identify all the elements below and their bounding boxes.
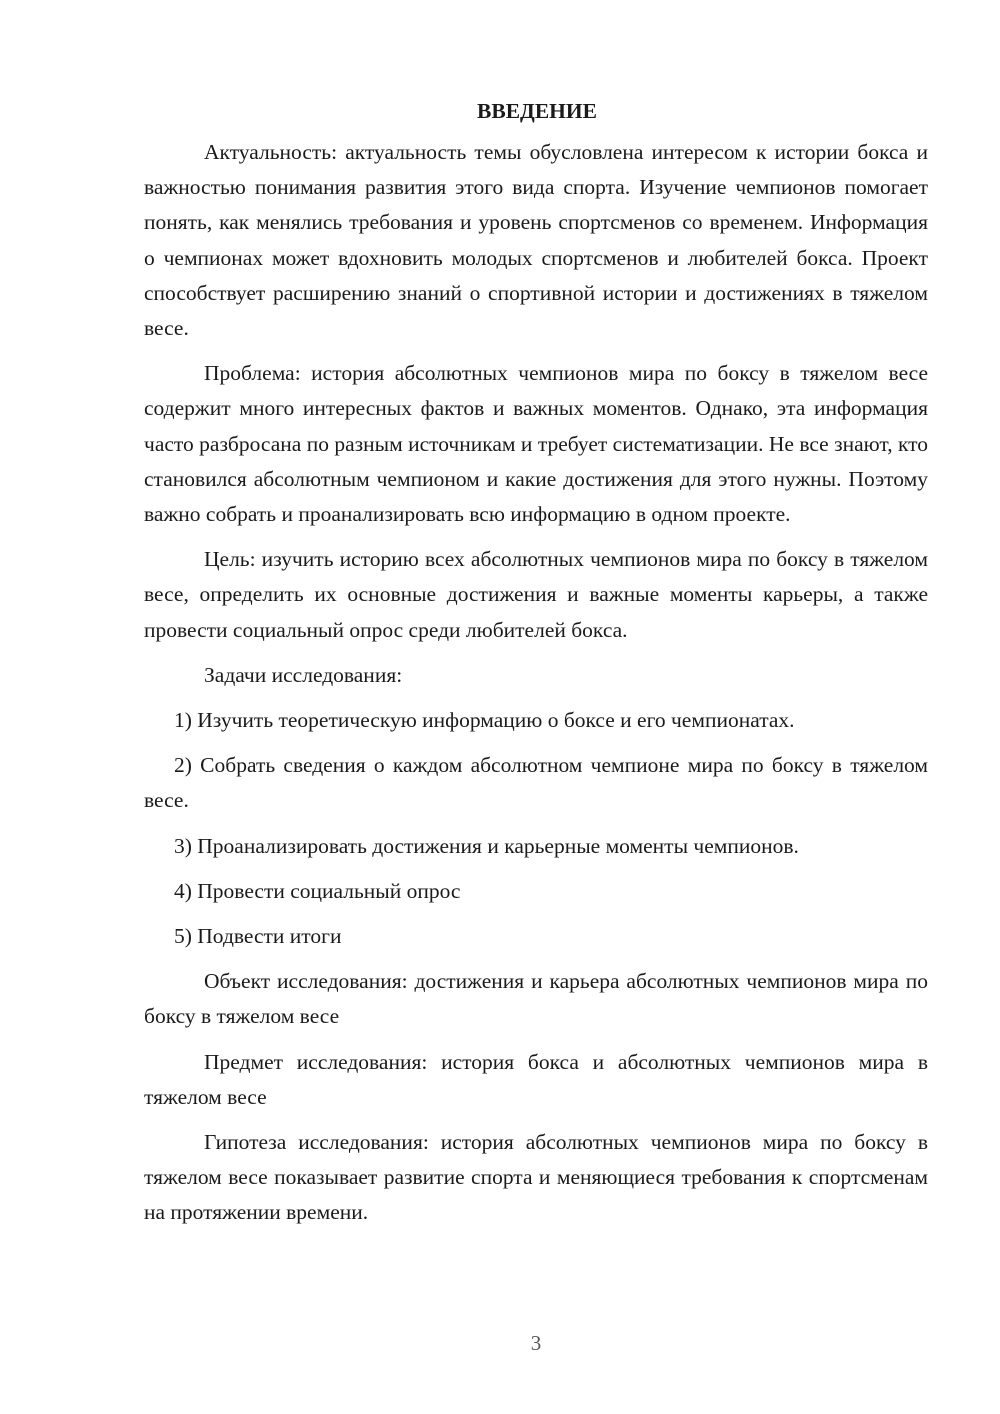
tasks-title: Задачи исследования:: [204, 662, 403, 687]
subject-paragraph: Предмет исследования: история бокса и абсолютных чемпионов мира в тяжелом весе: [144, 1049, 928, 1109]
hypothesis-paragraph: Гипотеза исследования: история абсолютных чемпионов мира по боксу в тяжелом весе показывает развитие спорта и меняющиеся требования к спортсменам на протяжении времени.: [144, 1130, 928, 1225]
section-heading: ВВЕДЕНИЕ: [477, 99, 597, 123]
task-item-5: 5) Подвести итоги: [174, 924, 342, 949]
page-number: 3: [530, 1331, 542, 1355]
goal-paragraph: Цель: изучить историю всех абсолютных чемпионов мира по боксу в тяжелом весе, определить их основные достижения и важные моменты карьеры, а также провести социальный опрос среди любителей бокса.: [144, 547, 928, 642]
problem-paragraph: Проблема: история абсолютных чемпионов мира по боксу в тяжелом весе содержит много интересных фактов и важных моментов. Однако, эта информация часто разбросана по разным источникам и требует систематизации. Не все знают, кто становился абсолютным чемпионом и какие достижения для этого нужны. Поэтому важно собрать и проанализировать всю информацию в одном проекте.: [144, 361, 928, 527]
document-page: [144, 94, 928, 1241]
task-item-1: 1) Изучить теоретическую информацию о боксе и его чемпионатах.: [174, 708, 795, 733]
object-paragraph: Объект исследования: достижения и карьера абсолютных чемпионов мира по боксу в тяжелом весе: [144, 969, 928, 1029]
relevance-paragraph: Актуальность: актуальность темы обусловлена интересом к истории бокса и важностью понимания развития этого вида спорта. Изучение чемпионов помогает понять, как менялись требования и уровень спортсменов со временем. Информация о чемпионах может вдохновить молодых спортсменов и любителей бокса. Проект способствует расширению знаний о спортивной истории и достижениях в тяжелом весе.: [144, 140, 928, 341]
task-item-4: 4) Провести социальный опрос: [174, 878, 461, 903]
task-item-3: 3) Проанализировать достижения и карьерные моменты чемпионов.: [174, 833, 799, 858]
task-item-2: 2) Собрать сведения о каждом абсолютном чемпионе мира по боксу в тяжелом весе.: [144, 753, 928, 813]
